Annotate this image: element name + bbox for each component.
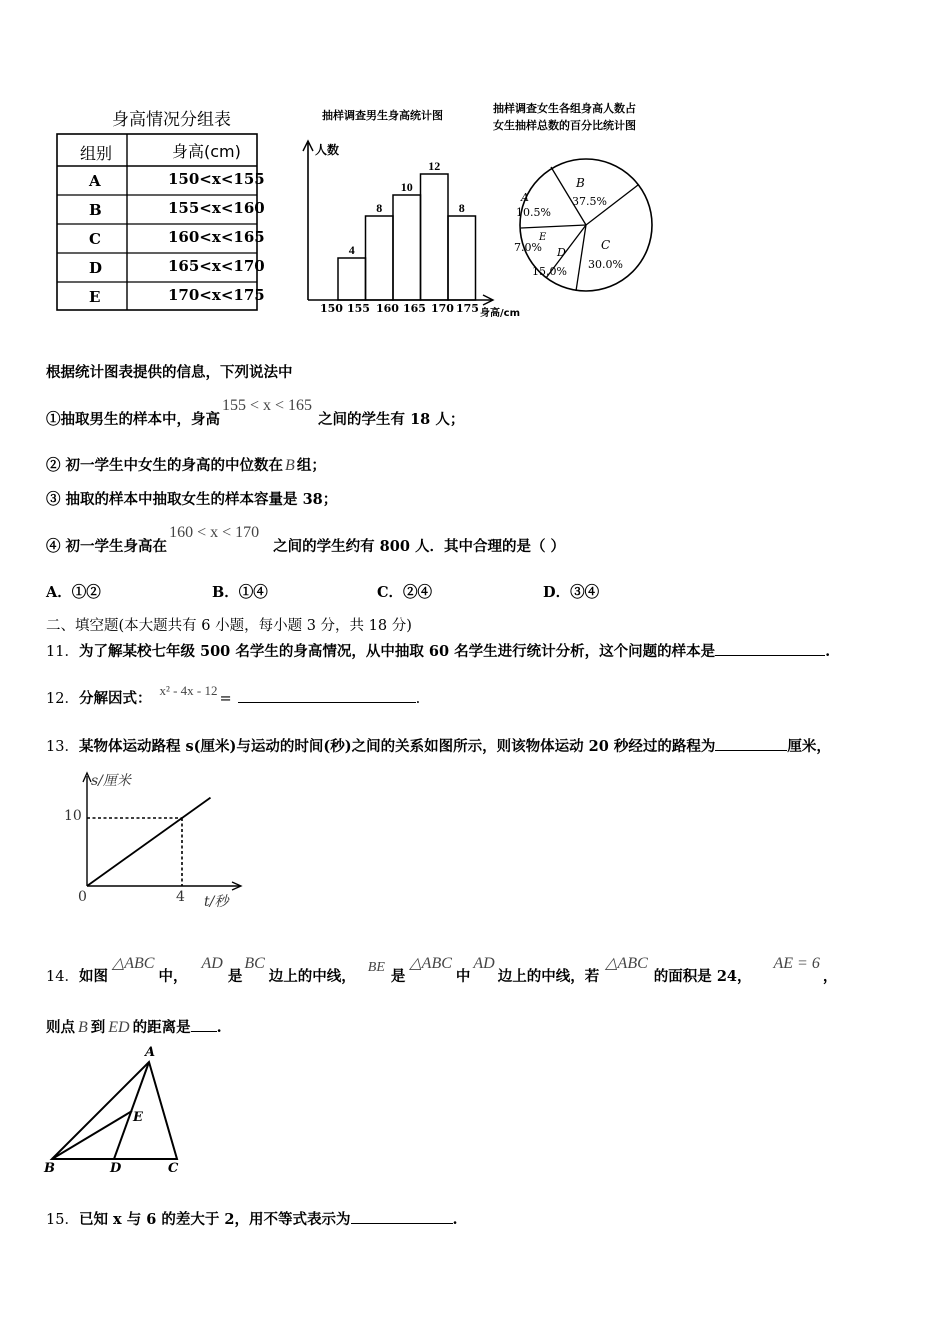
histogram-tick: 175 (456, 302, 479, 315)
q14-m6: AD (473, 955, 495, 972)
histogram-bar (421, 174, 449, 300)
q13-number: 13． (46, 739, 79, 755)
q10-statement-1 (46, 397, 465, 429)
q10-s2-math: B (285, 457, 295, 474)
q10-s1-text-b: 之间的学生有 18 人； (318, 411, 465, 428)
q12-answer-blank[interactable] (238, 688, 416, 703)
q10-s4-text-a: ④ 初一学生身高在 (46, 538, 168, 555)
pie-label-pct: 30.0% (588, 258, 623, 271)
q14-l2-b: 到 (90, 1019, 106, 1036)
histogram-bar (448, 216, 476, 300)
boy-height-histogram (280, 135, 530, 320)
pie-label-name: A (521, 191, 529, 204)
triangle-label-d: D (110, 1161, 122, 1176)
q14-p7: 边上的中线，若 (497, 968, 600, 985)
histogram-title: 抽样调查男生身高统计图 (322, 109, 443, 122)
motion-line (87, 798, 211, 886)
q13-text: 某物体运动路程 s(厘米)与运动的时间(秒)之间的关系如图所示，则该物体运动 20 秒经过的路程为 (78, 738, 716, 755)
triangle-label-c: C (168, 1161, 179, 1176)
q11-answer-blank[interactable] (715, 641, 825, 656)
histogram-xlabel: 身高/cm (480, 308, 520, 319)
table-row-range: 165<x<170 (168, 257, 265, 275)
q10-option-c[interactable]: C．②④ (377, 584, 433, 601)
pie-label-pct: 7.0% (514, 241, 542, 254)
histogram-tick: 150 (320, 302, 343, 315)
q10-intro: 根据统计图表提供的信息，下列说法中 (46, 364, 293, 381)
table-row-group: D (89, 259, 103, 277)
q14-l2-end: . (216, 1019, 222, 1036)
q14-l2-m1: B (78, 1019, 88, 1036)
q10-s1-math: 155 < x < 165 (222, 397, 313, 414)
triangle-label-a: A (145, 1045, 156, 1060)
histogram-bar (393, 195, 421, 300)
q15-text: 已知 x 与 6 的差大于 2，用不等式表示为 (78, 1211, 351, 1228)
girl-height-pie (508, 140, 668, 310)
histogram-tick: 170 (431, 302, 454, 315)
question-11 (46, 640, 830, 661)
histogram-value-label: 8 (458, 201, 465, 215)
question-14-line2 (46, 1016, 222, 1037)
q11-text: 为了解某校七年级 500 名学生的身高情况，从中抽取 60 名学生进行统计分析，这个问题的样本是 (78, 643, 716, 660)
q10-statement-2 (46, 454, 326, 475)
q12-label: 分解因式： (78, 691, 152, 707)
histogram-value-label: 4 (348, 243, 355, 257)
q14-p5: 是 (390, 968, 406, 985)
table-row-range: 155<x<160 (168, 199, 265, 217)
histogram-tick: 165 (403, 302, 426, 315)
q14-m7: △ABC (605, 955, 648, 972)
q10-option-d[interactable]: D．③④ (543, 584, 600, 601)
motion-x-tick: 4 (176, 889, 185, 905)
question-13 (46, 735, 831, 756)
histogram-bar (338, 258, 366, 300)
q10-s2-text-a: ② 初一学生中女生的身高的中位数在 (46, 457, 284, 474)
q14-m2: AD (201, 955, 223, 972)
question-14 (46, 955, 838, 986)
q11-end: . (825, 643, 831, 660)
motion-y-tick: 10 (64, 808, 82, 824)
table-row-range: 170<x<175 (168, 286, 265, 304)
q14-m5: △ABC (409, 955, 452, 972)
q12-number: 12． (46, 691, 79, 707)
pie-label-pct: 37.5% (572, 195, 607, 208)
q15-end: . (452, 1211, 458, 1228)
section-2-heading: 二、填空题(本大题共有 6 小题，每小题 3 分，共 18 分) (46, 618, 412, 634)
q14-p3: 是 (227, 968, 243, 985)
table-row-group: E (89, 288, 101, 306)
triangle-figure (40, 1045, 200, 1180)
pie-label-pct: 15.0% (532, 265, 567, 278)
q14-p8: 的面积是 24， (653, 968, 752, 985)
table-row-range: 150<x<155 (168, 170, 265, 188)
pie-title-line2: 女生抽样总数的百分比统计图 (493, 119, 636, 132)
q14-answer-blank[interactable] (191, 1017, 217, 1032)
table-row-group: A (89, 172, 101, 190)
triangle-label-e: E (133, 1110, 143, 1125)
q14-p4: 边上的中线， (268, 968, 356, 985)
histogram-value-label: 10 (400, 180, 413, 194)
q11-number: 11． (46, 644, 79, 660)
table-header-height: 身高(cm) (172, 142, 241, 161)
question-12 (46, 683, 421, 708)
triangle-label-b: B (44, 1161, 55, 1176)
q10-s1-text-a: ①抽取男生的样本中，身高 (46, 411, 220, 428)
q12-equals: = (219, 691, 232, 707)
q10-s4-text-b: 之间的学生约有 800 人．其中合理的是（ ） (273, 538, 566, 555)
q14-number: 14． (46, 969, 79, 985)
q10-option-a[interactable]: A．①② (46, 584, 101, 601)
histogram-tick: 155 (347, 302, 370, 315)
pie-label-name: D (557, 246, 566, 259)
pie-label-pct: 10.5% (516, 206, 551, 219)
q10-s2-text-b: 组； (296, 457, 326, 474)
histogram-tick: 160 (376, 302, 399, 315)
q12-end: . (415, 691, 421, 707)
q13-answer-blank[interactable] (715, 736, 787, 751)
histogram-value-label: 8 (376, 201, 383, 215)
q14-m3: BC (244, 955, 265, 972)
q14-l2-a: 则点 (46, 1019, 75, 1036)
table-row-group: C (89, 230, 101, 248)
pie-label-name: C (601, 238, 611, 252)
pie-title-line1: 抽样调查女生各组身高人数占 (493, 102, 636, 115)
table-row-range: 160<x<165 (168, 228, 265, 246)
histogram-ylabel: 人数 (315, 143, 340, 157)
q14-m1: △ABC (111, 955, 155, 972)
group-table-title: 身高情况分组表 (112, 110, 231, 130)
question-15 (46, 1208, 458, 1229)
q10-s4-math: 160 < x < 170 (169, 524, 260, 541)
q14-m4: BE (367, 960, 385, 975)
q14-l2-c: 的距离是 (132, 1019, 191, 1036)
pie-label-name: E (539, 232, 547, 243)
motion-origin: 0 (78, 889, 87, 905)
q10-statement-4 (46, 524, 566, 556)
q14-p9: ， (822, 968, 838, 985)
histogram-value-label: 12 (428, 159, 441, 173)
q14-m8: AE = 6 (773, 955, 820, 972)
q14-p6: 中 (455, 968, 471, 985)
histogram-bar (366, 216, 394, 300)
q13-end: 厘米， (787, 738, 831, 755)
q12-expression: x² - 4x - 12 (159, 683, 218, 698)
table-row-group: B (89, 201, 102, 219)
pie-label-name: B (576, 176, 585, 190)
q14-p1: 如图 (78, 968, 108, 985)
q14-p2: 中， (158, 968, 188, 985)
q15-number: 15． (46, 1212, 79, 1228)
motion-ylabel: s/厘米 (91, 773, 131, 789)
q10-statement-3: ③ 抽取的样本中抽取女生的样本容量是 38； (46, 491, 338, 508)
table-header-group: 组别 (80, 144, 113, 163)
motion-xlabel: t/秒 (204, 894, 229, 910)
q14-l2-m2: ED (108, 1019, 130, 1036)
q15-answer-blank[interactable] (351, 1209, 453, 1224)
q10-option-b[interactable]: B．①④ (212, 584, 268, 601)
